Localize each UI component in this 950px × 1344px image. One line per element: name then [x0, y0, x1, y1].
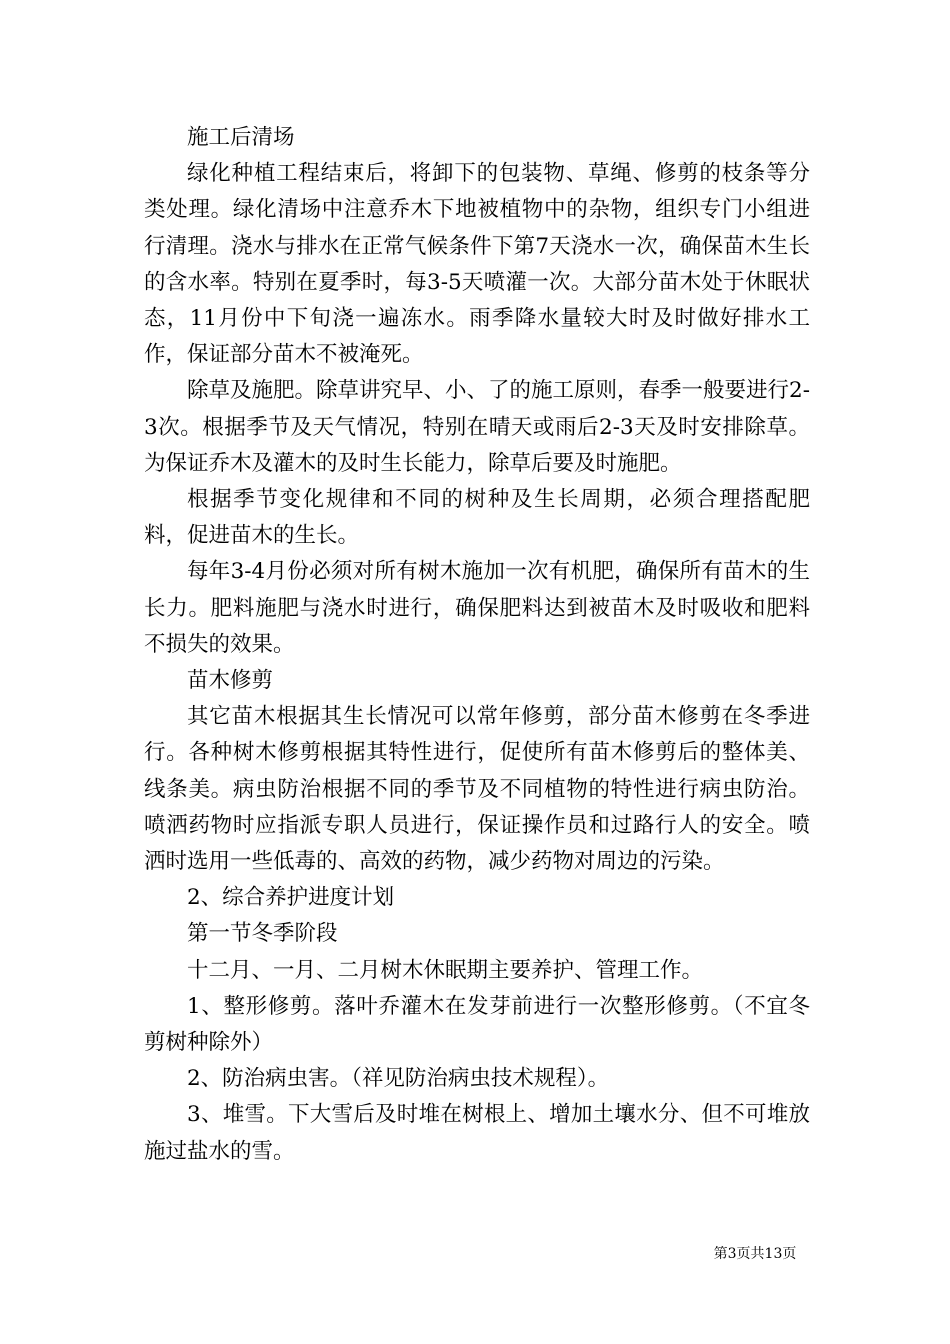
section-heading: 苗木修剪	[187, 668, 274, 694]
paragraph: 其它苗木根据其生长情况可以常年修剪，部分苗木修剪在冬季进行。各种树木修剪根据其特性进行，促使所有苗木修剪后的整体美、线条美。病虫防治根据不同的季节及不同植物的特性进行病虫防治。喷洒药物时应指派专职人员进行，保证操作员和过路行人的安全。喷洒时选用一些低毒的、高效的药物，减少药物对周边的污染。	[144, 704, 810, 875]
paragraph: 每年3-4月份必须对所有树木施加一次有机肥，确保所有苗木的生长力。肥料施肥与浇水时进行，确保肥料达到被苗木及时吸收和肥料不损失的效果。	[144, 559, 810, 657]
document-body	[144, 120, 810, 1170]
section-heading: 2、综合养护进度计划	[187, 885, 395, 911]
list-item: 3、堆雪。下大雪后及时堆在树根上、增加土壤水分、但不可堆放施过盐水的雪。	[144, 1102, 810, 1164]
list-item: 2、防治病虫害。（祥见防治病虫技术规程）。	[187, 1066, 610, 1092]
section-heading: 第一节冬季阶段	[187, 921, 338, 947]
paragraph: 除草及施肥。除草讲究早、小、了的施工原则，春季一般要进行2-3次。根据季节及天气情况，特别在晴天或雨后2-3天及时安排除草。为保证乔木及灌木的及时生长能力，除草后要及时施肥。	[144, 378, 810, 476]
paragraph: 十二月、一月、二月树木休眠期主要养护、管理工作。	[187, 957, 704, 983]
paragraph: 绿化种植工程结束后，将卸下的包装物、草绳、修剪的枝条等分类处理。绿化清场中注意乔木下地被植物中的杂物，组织专门小组进行清理。浇水与排水在正常气候条件下第7天浇水一次，确保苗木生长的含水率。特别在夏季时，每3-5天喷灌一次。大部分苗木处于休眠状态，11月份中下旬浇一遍冻水。雨季降水量较大时及时做好排水工作，保证部分苗木不被淹死。	[144, 161, 810, 368]
section-heading: 施工后清场	[187, 125, 295, 150]
paragraph: 根据季节变化规律和不同的树种及生长周期，必须合理搭配肥料，促进苗木的生长。	[144, 487, 810, 549]
page-number: 第3页共13页	[713, 1246, 797, 1262]
list-item: 1、整形修剪。落叶乔灌木在发芽前进行一次整形修剪。（不宜冬剪树种除外）	[144, 993, 810, 1056]
